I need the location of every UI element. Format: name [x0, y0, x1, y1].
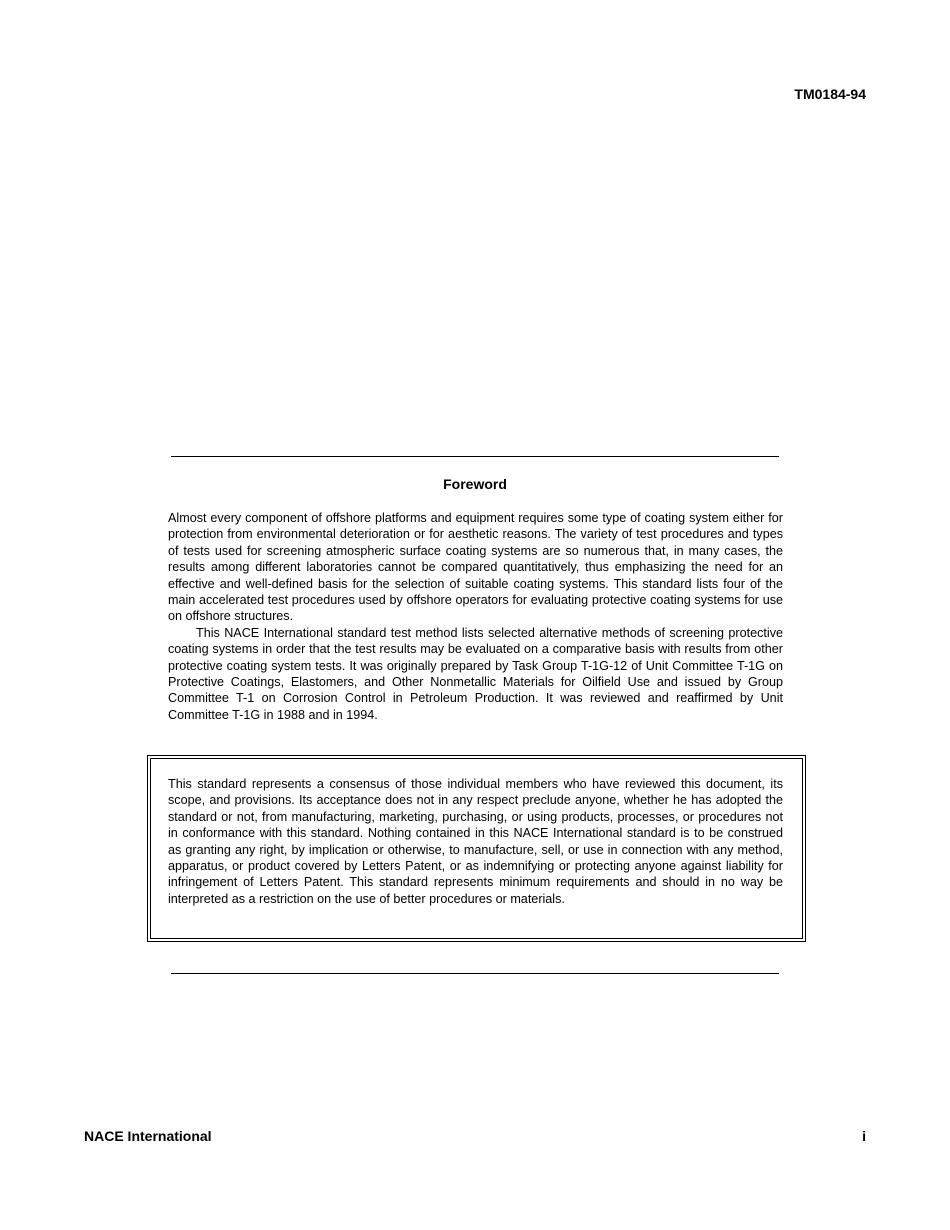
footer-page-number: i [862, 1128, 866, 1144]
notice-box-inner-border [150, 758, 803, 939]
foreword-paragraph-2: This NACE International standard test method lists selected alternative methods of screening protective coating systems in order that the test results may be evaluated on a comparative basis with results from other protective coating system tests. It was originally prepared by Task Group T-1G-12 of Unit Committee T-1G on Protective Coatings, Elastomers, and Other Nonmetallic Materials for Oilfield Use and issued by Group Committee T-1 on Corrosion Control in Petroleum Production. It was reviewed and reaffirmed by Unit Committee T-1G in 1988 and in 1994. [168, 625, 783, 722]
notice-box [147, 755, 806, 942]
foreword-body [168, 510, 783, 723]
footer-organization: NACE International [84, 1128, 212, 1144]
foreword-paragraph-1: Almost every component of offshore platforms and equipment requires some type of coating system either for protection from environmental deterioration or for aesthetic reasons. The variety of test procedures and types of tests used for screening atmospheric surface coating systems are so numerous that, in many cases, the results among different laboratories cannot be compared quantitatively, thus emphasizing the need for an effective and well-defined basis for the selection of suitable coating systems. This standard lists four of the main accelerated test procedures used by offshore operators for evaluating protective coating systems for use on offshore structures. [168, 511, 783, 624]
bottom-divider [171, 973, 779, 974]
document-number: TM0184-94 [794, 86, 866, 102]
foreword-title: Foreword [443, 476, 507, 492]
notice-text: This standard represents a consensus of those individual members who have reviewed this document, its scope, and provisions. Its acceptance does not in any respect preclude anyone, whether he has adopted the standard or not, from manufacturing, marketing, purchasing, or using products, processes, or procedures not in conformance with this standard. Nothing contained in this NACE International standard is to be construed as granting any right, by implication or otherwise, to manufacture, sell, or use in connection with any method, apparatus, or product covered by Letters Patent, or as indemnifying or protecting anyone against liability for infringement of Letters Patent. This standard represents minimum requirements and should in no way be interpreted as a restriction on the use of better procedures or materials. [168, 777, 783, 906]
top-divider [171, 456, 779, 457]
